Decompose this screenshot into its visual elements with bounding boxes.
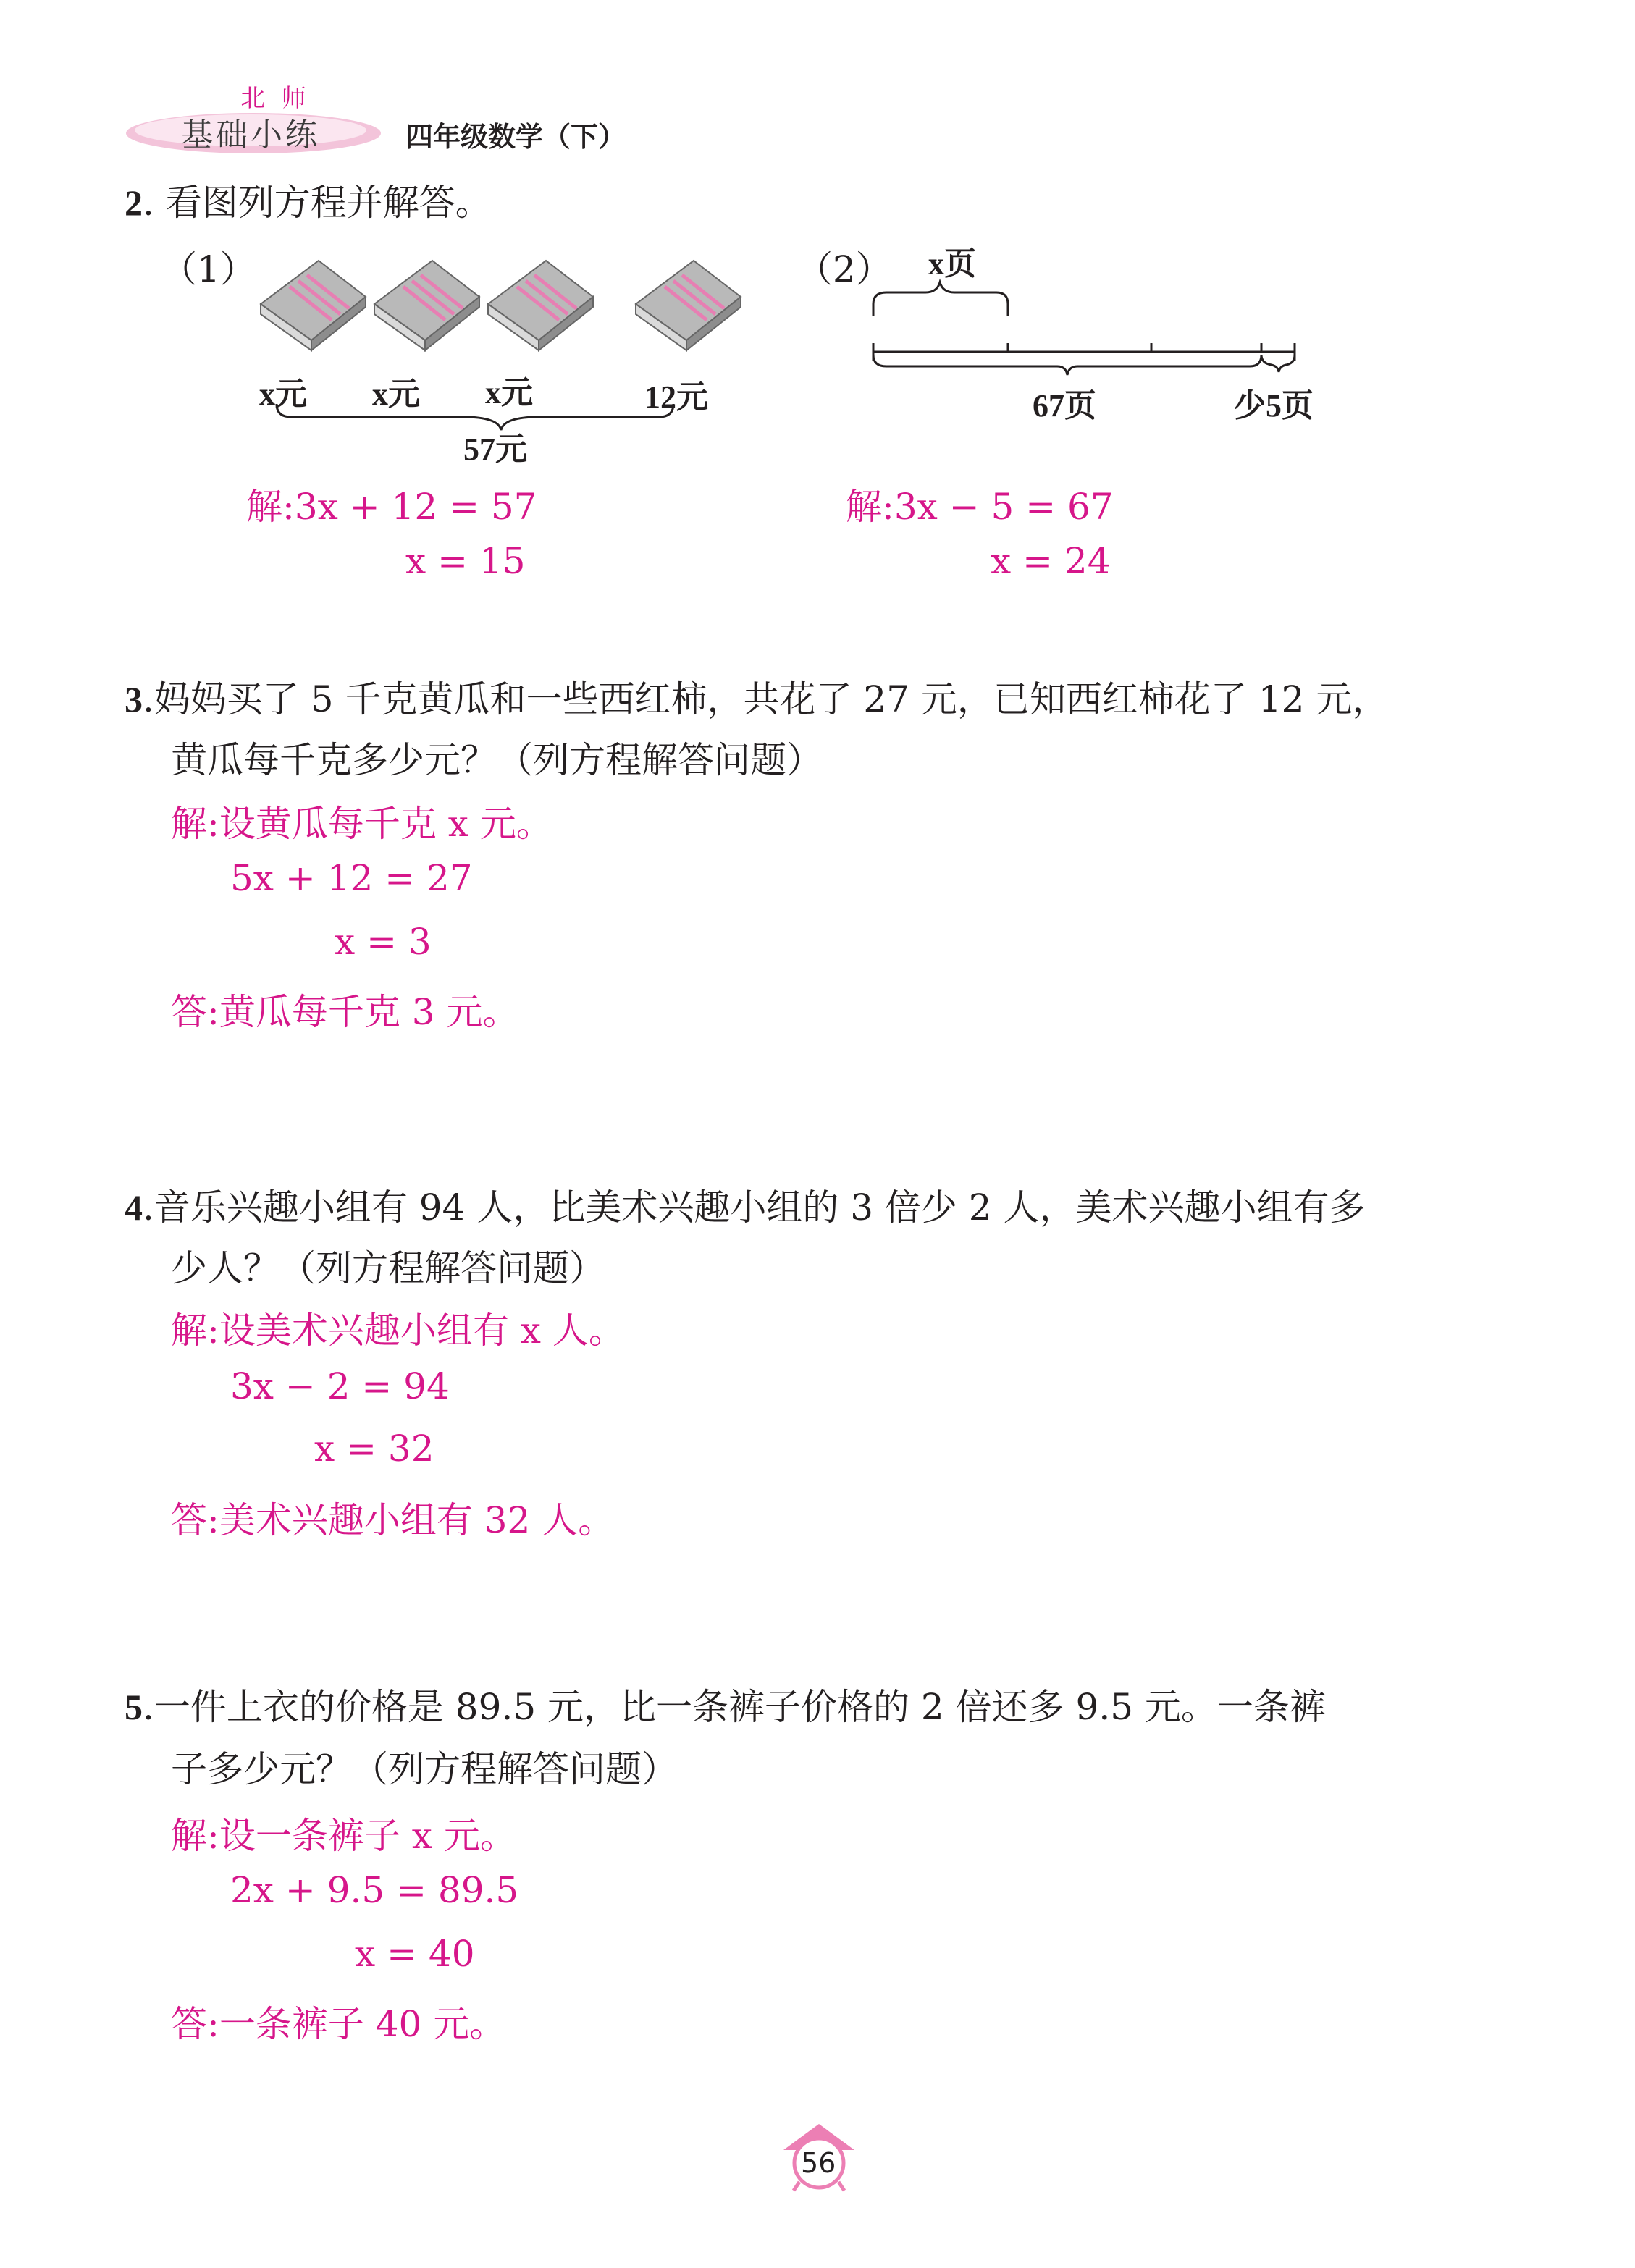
book-label-3: x元 xyxy=(485,375,533,410)
solution-eq-2: x = 3 xyxy=(335,921,432,963)
solution-set: 解:设美术兴趣小组有 x 人。 xyxy=(171,1310,625,1352)
book-label-4: 12元 xyxy=(644,379,708,415)
solution-eq-2: x = 32 xyxy=(314,1428,434,1470)
part-label: （1） xyxy=(161,248,256,290)
header-series: 基础小练 xyxy=(181,117,320,153)
book-4 xyxy=(636,261,741,350)
question-stem: 看图列方程并解答。 xyxy=(165,182,492,224)
less-pages-label: 少5页 xyxy=(1234,388,1314,423)
book-1 xyxy=(261,261,366,350)
less-brace xyxy=(1261,355,1295,372)
book-3 xyxy=(488,261,593,350)
solution-2-line-1: 解:3x − 5 = 67 xyxy=(846,486,1114,528)
question-line-2: 少人？（列方程解答问题） xyxy=(171,1247,605,1289)
book-label-2: x元 xyxy=(372,376,420,412)
solution-set: 解:设黄瓜每千克 x 元。 xyxy=(171,803,552,845)
question-number: 2 xyxy=(125,182,143,223)
solution-eq-1: 5x + 12 = 27 xyxy=(230,857,473,899)
question-line-1: 4.音乐兴趣小组有 94 人，比美术兴趣小组的 3 倍少 2 人，美术兴趣小组有多 xyxy=(125,1186,1366,1228)
line-segment-figure xyxy=(862,275,1311,391)
solution-answer: 答:黄瓜每千克 3 元。 xyxy=(171,991,519,1033)
x-brace xyxy=(873,282,1008,316)
book-label-1: x元 xyxy=(259,376,307,412)
solution-1-line-2: x = 15 xyxy=(405,540,526,582)
solution-1-line-1: 解:3x + 12 = 57 xyxy=(246,486,537,528)
question-line-1: 5.一件上衣的价格是 89.5 元，比一条裤子价格的 2 倍还多 9.5 元。一条裤 xyxy=(125,1686,1326,1728)
solution-eq-1: 3x − 2 = 94 xyxy=(230,1365,450,1407)
solution-eq-1: 2x + 9.5 = 89.5 xyxy=(230,1869,519,1911)
total-brace xyxy=(873,355,1261,375)
solution-eq-2: x = 40 xyxy=(355,1933,475,1975)
solution-2-line-2: x = 24 xyxy=(991,540,1111,582)
solution-answer: 答:美术兴趣小组有 32 人。 xyxy=(171,1499,615,1541)
question-line-2: 子多少元？（列方程解答问题） xyxy=(171,1748,678,1790)
header-publisher: 北 师 xyxy=(240,84,311,113)
solution-answer: 答:一条裤子 40 元。 xyxy=(171,2003,506,2045)
total-pages-label: 67页 xyxy=(1033,388,1096,423)
header-grade: 四年级数学（下） xyxy=(405,121,626,153)
book-2 xyxy=(374,261,479,350)
x-pages-label: x页 xyxy=(928,246,976,282)
total-label: 57元 xyxy=(463,431,527,467)
question-line-1: 3.妈妈买了 5 千克黄瓜和一些西红柿，共花了 27 元，已知西红柿花了 12 元， xyxy=(125,678,1389,720)
question-line-2: 黄瓜每千克多少元？（列方程解答问题） xyxy=(171,739,823,781)
part-label: （2） xyxy=(797,248,892,290)
solution-set: 解:设一条裤子 x 元。 xyxy=(171,1815,516,1857)
page-number: 56 xyxy=(801,2147,836,2179)
